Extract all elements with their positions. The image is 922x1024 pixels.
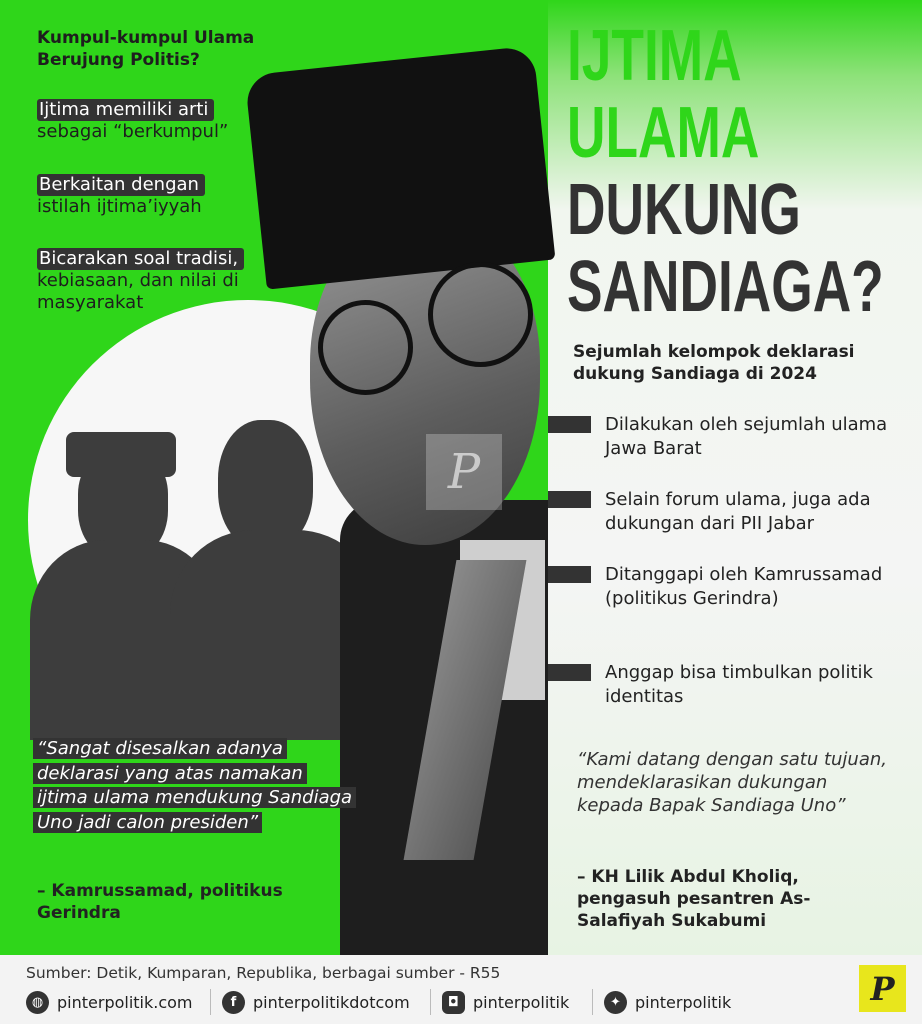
subheadline: Sejumlah kelompok deklarasi dukung Sandiaga di 2024 — [573, 342, 855, 384]
instagram-icon: ◘ — [442, 991, 465, 1014]
right-point-text: Dilakukan oleh sejumlah ulama Jawa Barat — [605, 414, 888, 459]
left-point-highlight: Ijtima memiliki arti — [37, 99, 214, 121]
website-link[interactable] — [26, 991, 193, 1014]
left-point-text: kebiasaan, dan nilai di masyarakat — [37, 270, 239, 313]
left-point-text: istilah ijtima’iyyah — [37, 196, 202, 217]
glasses-left-icon — [318, 300, 413, 395]
source-text: Sumber: Detik, Kumparan, Republika, berbagai sumber - R55 — [26, 964, 501, 982]
headline-line-3: DUKUNG — [567, 170, 801, 250]
divider — [592, 989, 593, 1015]
left-point-highlight: Berkaitan dengan — [37, 174, 205, 196]
instagram-link[interactable] — [442, 991, 569, 1014]
portrait-hat — [245, 45, 556, 289]
facebook-label: pinterpolitikdotcom — [253, 993, 410, 1012]
silhouette-cap-1 — [66, 432, 176, 477]
quote-left-text: “Sangat disesalkan adanya deklarasi yang atas namakan ijtima ulama mendukung Sandiaga Uno jadi calon presiden” — [33, 738, 356, 833]
intro-title: Kumpul-kumpul Ulama Berujung Politis? — [37, 28, 255, 70]
facebook-link[interactable] — [222, 991, 410, 1014]
instagram-label: pinterpolitik — [473, 993, 570, 1012]
headline-line-2: ULAMA — [567, 93, 760, 173]
twitter-icon: ✦ — [604, 991, 627, 1014]
twitter-link[interactable] — [604, 991, 731, 1014]
headline-line-1: IJTIMA — [567, 16, 742, 96]
headline-line-4: SANDIAGA? — [567, 247, 884, 327]
website-label: pinterpolitik.com — [57, 993, 193, 1012]
left-point-2 — [37, 174, 297, 218]
facebook-icon: f — [222, 991, 245, 1014]
glasses-right-icon — [428, 262, 533, 367]
right-point-text: Selain forum ulama, juga ada dukungan dari PII Jabar — [605, 489, 871, 534]
globe-icon: ◍ — [26, 991, 49, 1014]
quote-left-author: – Kamrussamad, politikus Gerindra — [37, 881, 283, 923]
quote-right: “Kami datang dengan satu tujuan, mendeklarasikan dukungan kepada Bapak Sandiaga Uno” — [577, 749, 887, 816]
quote-left — [33, 737, 353, 835]
left-point-3 — [37, 248, 277, 314]
watermark-logo: P — [426, 434, 502, 510]
left-point-highlight: Bicarakan soal tradisi, — [37, 248, 244, 270]
headline — [567, 18, 884, 326]
right-point-text: Ditanggapi oleh Kamrussamad (politikus Gerindra) — [605, 564, 883, 609]
left-point-1 — [37, 99, 297, 143]
divider — [210, 989, 211, 1015]
twitter-label: pinterpolitik — [635, 993, 732, 1012]
bullet-bar — [548, 491, 591, 508]
footer — [0, 955, 922, 1024]
pinterpolitik-logo: P — [859, 965, 906, 1012]
divider — [430, 989, 431, 1015]
bullet-bar — [548, 566, 591, 583]
bullet-bar — [548, 416, 591, 433]
left-point-text: sebagai “berkumpul” — [37, 121, 229, 142]
right-point-text: Anggap bisa timbulkan politik identitas — [605, 662, 873, 707]
bullet-bar — [548, 664, 591, 681]
quote-right-author: – KH Lilik Abdul Kholiq, pengasuh pesantren As-Salafiyah Sukabumi — [577, 867, 811, 931]
